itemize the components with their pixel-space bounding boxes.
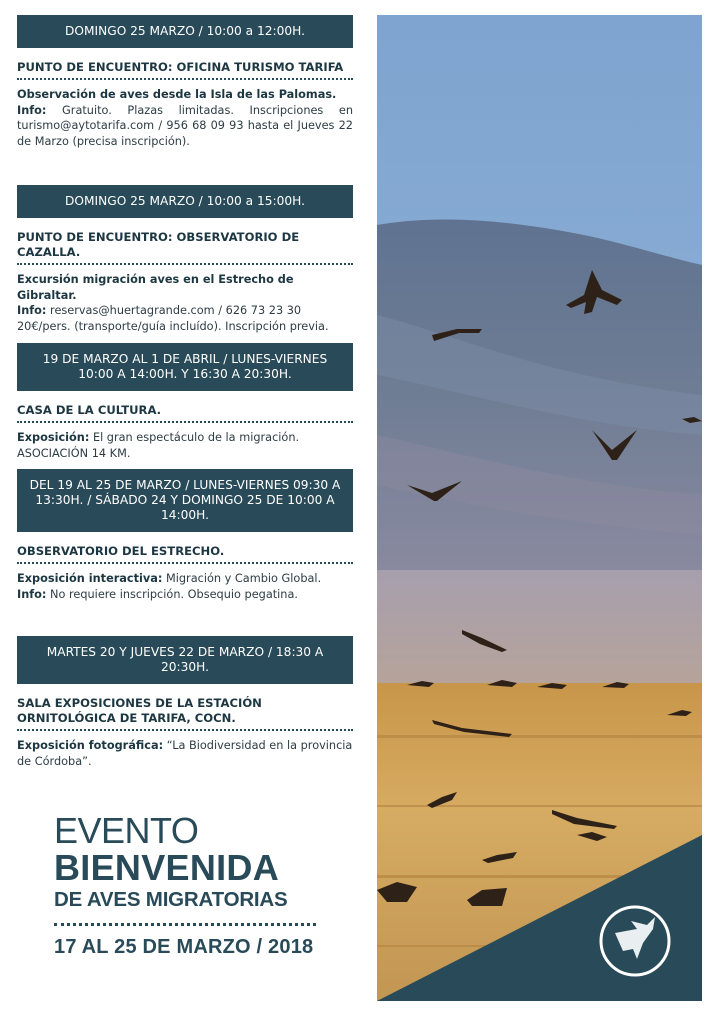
event-location: OBSERVATORIO DEL ESTRECHO. — [17, 532, 353, 564]
event-location: PUNTO DE ENCUENTRO: OFICINA TURISMO TARIFA — [17, 48, 353, 80]
exhibition-text: Migración y Cambio Global. — [166, 572, 322, 585]
event-date-header: 19 DE MARZO AL 1 DE ABRIL / LUNES-VIERNES 10:00 A 14:00H. Y 16:30 A 20:30H. — [17, 343, 353, 391]
event-info — [17, 103, 353, 150]
exhibition-label: Exposición: — [17, 431, 90, 444]
event-location: PUNTO DE ENCUENTRO: OBSERVATORIO DE CAZALLA. — [17, 218, 353, 265]
event-title: Observación de aves desde la Isla de las Palomas. — [17, 88, 337, 101]
event-card — [17, 185, 353, 343]
event-exhibition — [17, 430, 353, 446]
exhibition-label: Exposición fotográfica: — [17, 739, 164, 752]
event-promo-title — [54, 812, 316, 959]
exhibition-label: Exposición interactiva: — [17, 572, 163, 585]
event-details — [17, 423, 353, 461]
event-details — [17, 80, 353, 149]
event-info — [17, 587, 353, 603]
info-label: Info: — [17, 587, 47, 601]
event-title: Excursión migración aves en el Estrecho de Gibraltar. — [17, 273, 294, 302]
event-extra: 20€/pers. (transporte/guía incluído). Inscripción previa. — [17, 319, 329, 333]
info-label: Info: — [17, 304, 47, 317]
event-location: CASA DE LA CULTURA. — [17, 391, 353, 423]
info-text: reservas@huertagrande.com / 626 73 23 30 — [50, 304, 302, 317]
event-card — [17, 15, 353, 185]
event-card — [17, 343, 353, 469]
event-card — [17, 636, 353, 796]
promo-dates: 17 AL 25 DE MARZO / 2018 — [54, 936, 314, 958]
event-exhibition — [17, 571, 353, 587]
promo-line-bienvenida: BIENVENIDA — [54, 847, 280, 888]
event-date-header: DOMINGO 25 MARZO / 10:00 a 15:00H. — [17, 185, 353, 218]
event-date-header: MARTES 20 Y JUEVES 22 DE MARZO / 18:30 A 20:30H. — [17, 636, 353, 684]
event-details — [17, 564, 353, 602]
event-card — [17, 469, 353, 636]
dotted-divider — [54, 923, 316, 926]
event-info — [17, 303, 353, 319]
event-extra: ASOCIACIÓN 14 KM. — [17, 446, 131, 460]
event-location: SALA EXPOSICIONES DE LA ESTACIÓN ORNITOLÓGICA DE TARIFA, COCN. — [17, 684, 353, 731]
info-text: No requiere inscripción. Obsequio pegatina. — [50, 587, 298, 601]
event-list — [17, 15, 353, 796]
event-details — [17, 265, 353, 334]
exhibition-text: El gran espectáculo de la migración. — [92, 431, 300, 444]
event-details — [17, 731, 353, 769]
info-text: Gratuito. Plazas limitadas. Inscripciones en turismo@aytotarifa.com / 956 68 09 93 hasta el Jueves 22 de Marzo (precisa inscripción). — [17, 103, 354, 148]
exhibition-text: “La Biodiversidad en la provincia de Córdoba”. — [17, 739, 353, 768]
birds-photo-illustration — [377, 15, 702, 1001]
promo-line-evento: EVENTO — [54, 810, 199, 851]
birds-photo — [377, 15, 702, 1001]
event-date-header: DEL 19 AL 25 DE MARZO / LUNES-VIERNES 09:30 A 13:30H. / SÁBADO 24 Y DOMINGO 25 DE 10:00 A 14:00H. — [17, 469, 353, 532]
event-date-header: DOMINGO 25 MARZO / 10:00 a 12:00H. — [17, 15, 353, 48]
info-label: Info: — [17, 103, 47, 117]
promo-line-subtitle: DE AVES MIGRATORIAS — [54, 888, 288, 911]
plain — [377, 570, 702, 685]
event-exhibition — [17, 738, 353, 769]
